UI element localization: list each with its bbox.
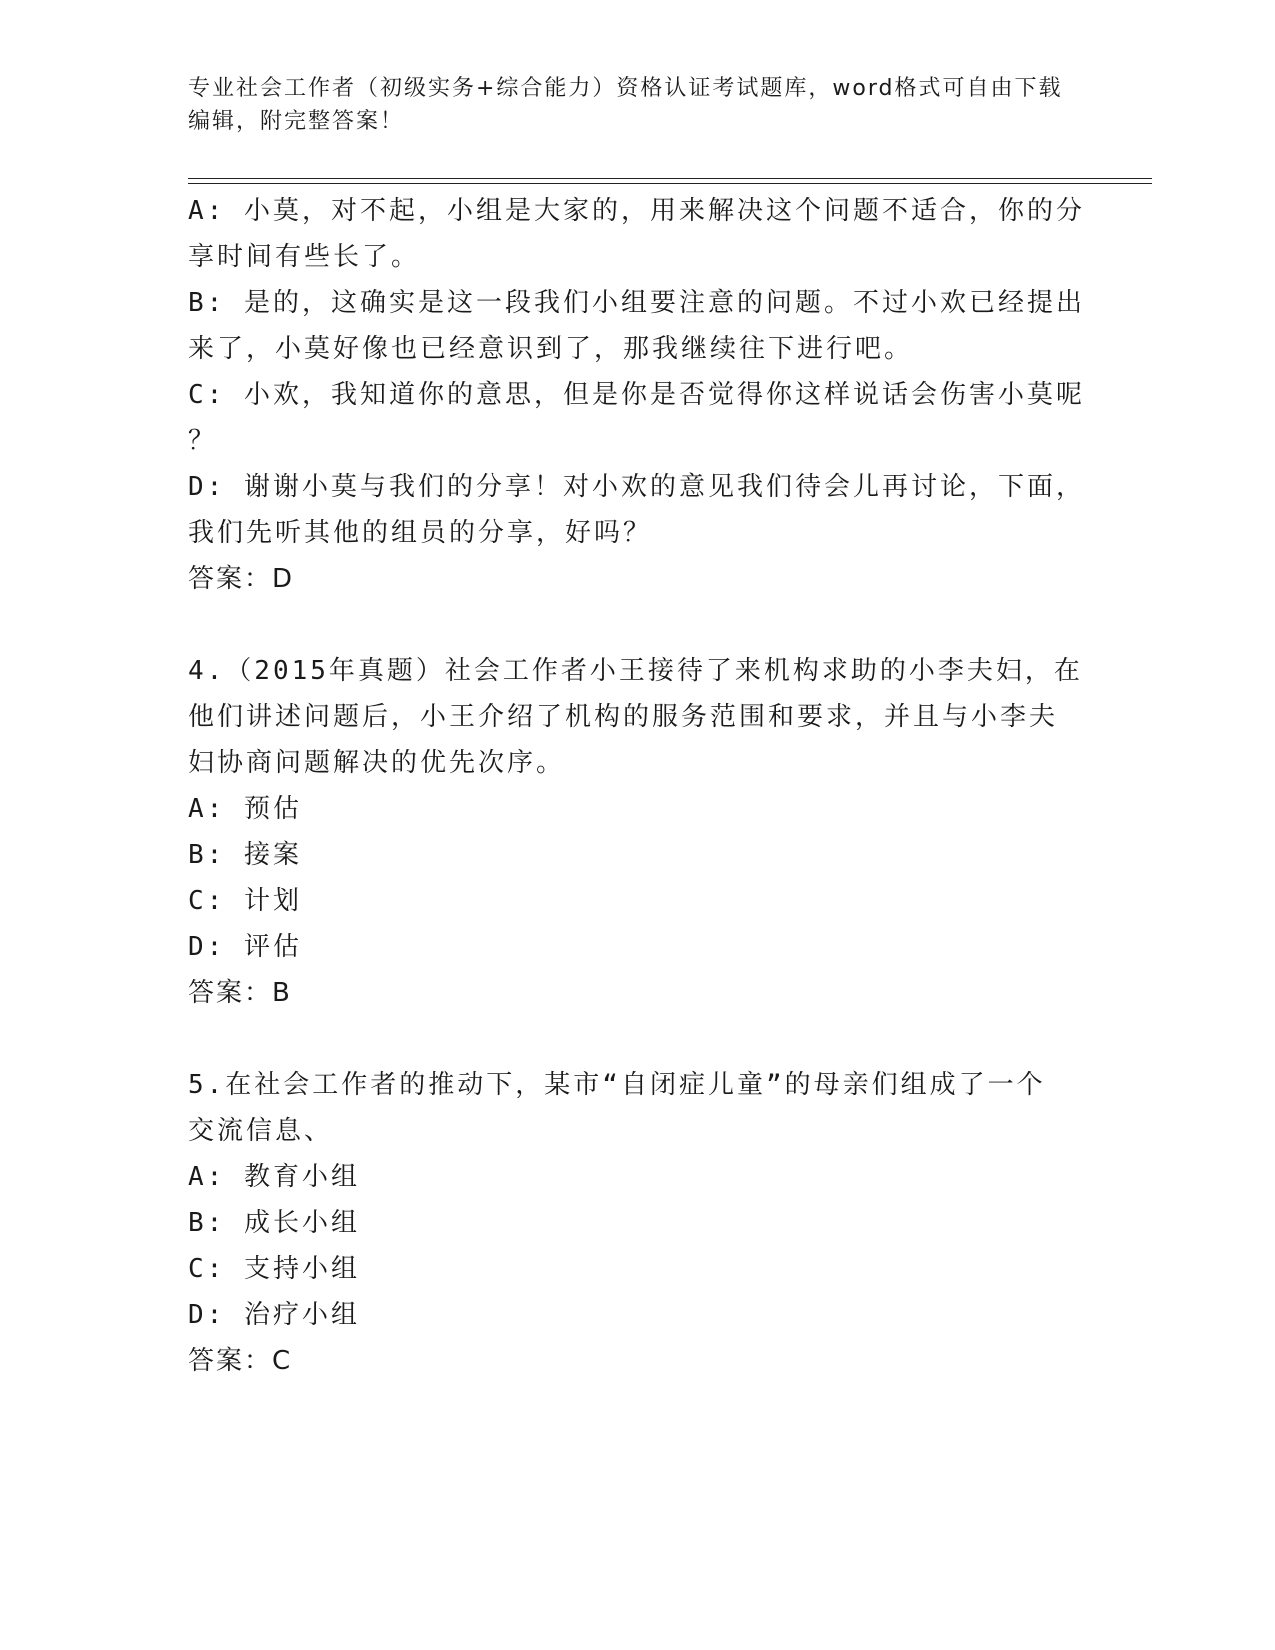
q3-option-a-line-1: A: 小莫，对不起，小组是大家的，用来解决这个问题不适合，你的分: [188, 196, 1085, 226]
q3-option-d-line-1: D: 谢谢小莫与我们的分享！对小欢的意见我们待会儿再讨论，下面，: [188, 472, 1085, 502]
q4-stem-line-3: 妇协商问题解决的优先次序。: [188, 748, 566, 778]
question-5: [188, 1062, 1088, 1384]
spacer: [188, 602, 1088, 648]
question-3-options: [188, 188, 1088, 602]
q3-option-a-line-2: 享时间有些长了。: [188, 242, 421, 272]
q4-answer: 答案：B: [188, 978, 292, 1008]
q5-option-a: A: 教育小组: [188, 1162, 360, 1192]
q5-option-d: D: 治疗小组: [188, 1300, 360, 1330]
q4-stem-line-2: 他们讲述问题后，小王介绍了机构的服务范围和要求，并且与小李夫: [188, 702, 1059, 732]
q3-answer: 答案：D: [188, 564, 295, 594]
spacer: [188, 1016, 1088, 1062]
document-header: [188, 72, 1088, 138]
q3-option-b-line-2: 来了，小莫好像也已经意识到了，那我继续往下进行吧。: [188, 334, 914, 364]
q5-answer: 答案：C: [188, 1346, 293, 1376]
q3-option-b-line-1: B: 是的，这确实是这一段我们小组要注意的问题。不过小欢已经提出: [188, 288, 1085, 318]
q4-option-c: C: 计划: [188, 886, 302, 916]
q5-stem-line-2: 交流信息、: [188, 1116, 334, 1146]
q3-option-c-line-2: ？: [188, 426, 218, 456]
q4-option-d: D: 评估: [188, 932, 302, 962]
q4-stem-line-1: 4.（2015年真题）社会工作者小王接待了来机构求助的小李夫妇，在: [188, 656, 1083, 686]
q3-option-c-line-1: C: 小欢，我知道你的意思，但是你是否觉得你这样说话会伤害小莫呢: [188, 380, 1085, 410]
q4-option-b: B: 接案: [188, 840, 302, 870]
q5-option-b: B: 成长小组: [188, 1208, 360, 1238]
q3-option-d-line-2: 我们先听其他的组员的分享，好吗？: [188, 518, 653, 548]
q4-option-a: A: 预估: [188, 794, 302, 824]
header-title-line-1: 专业社会工作者（初级实务+综合能力）资格认证考试题库，word格式可自由下载: [188, 76, 1063, 101]
question-4: [188, 648, 1088, 1016]
q5-option-c: C: 支持小组: [188, 1254, 360, 1284]
header-divider: [188, 178, 1152, 184]
q5-stem-line-1: 5.在社会工作者的推动下，某市“自闭症儿童”的母亲们组成了一个: [188, 1070, 1046, 1100]
question-content: [188, 188, 1088, 1384]
header-title-line-2: 编辑，附完整答案！: [188, 109, 405, 134]
